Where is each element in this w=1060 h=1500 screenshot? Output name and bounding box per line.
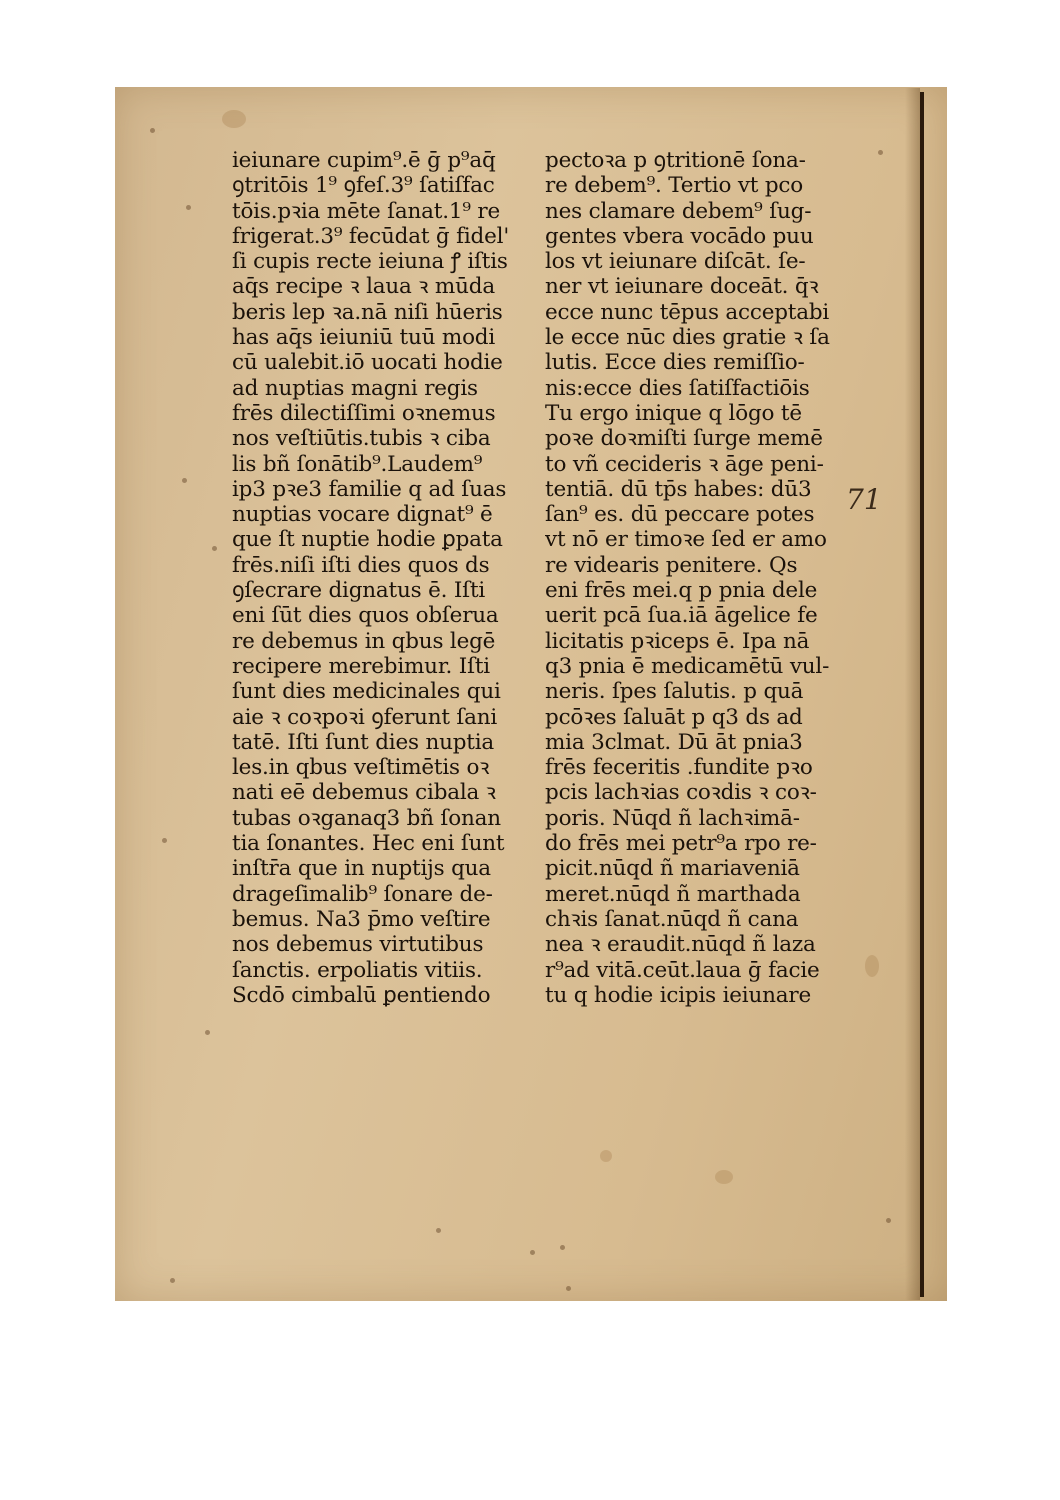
text-line: ſanctis. erpoliatis vitiis. [232, 957, 483, 983]
text-line: recipere merebimur. Iſti [232, 653, 490, 679]
foxing-dot [150, 128, 155, 133]
text-line: q3 pnia ē medicamētū vul- [545, 653, 830, 679]
text-line: inſtr̄a que in nuptijs qua [232, 856, 491, 882]
text-line: poꝛe doꝛmiſti ſurge memē [545, 426, 823, 452]
text-line: tōis.pꝛia mēte ſanat.1⁹ re [232, 198, 500, 224]
text-line: los vt ieiunare diſcāt. ſe- [545, 249, 806, 275]
text-line: pcis lachꝛias coꝛdis ꝛ coꝛ- [545, 780, 817, 806]
text-line: re videaris penitere. Qs [545, 552, 798, 578]
text-line: licitatis pꝛiceps ē. Ipa nā [545, 628, 810, 654]
foxing-dot [560, 1245, 565, 1250]
text-line: frēs.niſi iſti dies quos ds [232, 552, 490, 578]
foxing-dot [170, 1278, 175, 1283]
text-line: ip3 pꝛe3 familie q ad ſuas [232, 476, 507, 502]
text-line: ecce nunc tēpus acceptabi [545, 299, 830, 325]
text-line: re debemus in qbus legē [232, 628, 496, 654]
text-line: nati eē debemus cibala ꝛ [232, 780, 496, 806]
stain-spot [600, 1150, 612, 1162]
text-line: do frēs mei petr⁹a rpo re- [545, 831, 817, 857]
text-line: tatē. Iſti ſunt dies nuptia [232, 729, 495, 755]
foxing-dot [186, 205, 191, 210]
foxing-dot [212, 546, 217, 551]
text-line: re debem⁹. Tertio vt pco [545, 173, 804, 199]
foxing-dot [162, 838, 167, 843]
text-line: frigerat.3⁹ fecūdat ḡ fidel' [232, 223, 510, 249]
text-line: nes clamare debem⁹ ſug- [545, 198, 812, 224]
foxing-dot [205, 1030, 210, 1035]
text-line: mia 3clmat. Dū āt pnia3 [545, 729, 803, 755]
text-line: aq̄s recipe ꝛ laua ꝛ mūda [232, 274, 495, 300]
text-line: le ecce nūc dies gratie ꝛ ſa [545, 325, 830, 351]
text-line: ꝯtritōis 1⁹ ꝯfeſ.3⁹ ſatiſfac [232, 173, 495, 199]
text-line: uerit pcā ſua.iā āgelice fe [545, 603, 818, 629]
text-line: gentes vbera vocādo puu [545, 223, 814, 249]
foxing-dot [566, 1286, 571, 1291]
text-line: cū ualebit.iō uocati hodie [232, 350, 503, 376]
text-line: pectoꝛa p ꝯtritionē ſona- [545, 148, 806, 173]
text-line: Scdō cimbalū ꝑentiendo [232, 982, 491, 1008]
text-line: neris. ſpes ſalutis. p quā [545, 679, 804, 705]
text-line: tia ſonantes. Hec eni ſunt [232, 831, 505, 857]
text-line: nos veſtiūtis.tubis ꝛ ciba [232, 426, 491, 452]
text-line: eni ſūt dies quos obſerua [232, 603, 499, 629]
foxing-dot [182, 478, 187, 483]
text-line: tentiā. dū tp̄s habes: dū3 [545, 476, 812, 502]
text-line: chꝛis ſanat.nūqd ñ cana [545, 906, 799, 932]
text-line: Tu ergo inique q lōgo tē [545, 400, 802, 426]
text-line: nos debemus virtutibus [232, 932, 484, 958]
foxing-dot [530, 1250, 535, 1255]
text-line: nis:ecce dies ſatiſfactiōis [545, 375, 810, 401]
text-line: ſan⁹ es. dū peccare potes [545, 502, 815, 528]
text-line: tu q hodie icipis ieiunare [545, 982, 811, 1008]
text-line: tubas oꝛganaq3 bñ ſonan [232, 805, 501, 831]
text-line: meret.nūqd ñ marthada [545, 881, 801, 907]
text-line: pcōꝛes ſaluāt p q3 ds ad [545, 704, 803, 730]
text-line: ſi cupis recte ieiuna ꝭ iſtis [232, 249, 508, 275]
foxing-dot [886, 1218, 891, 1223]
stain-spot [865, 955, 879, 977]
text-line: lis bñ ſonātib⁹.Laudem⁹ [232, 451, 483, 477]
text-line: drageſimalib⁹ ſonare de- [232, 881, 493, 907]
text-line: que ſt nuptie hodie ꝑpata [232, 527, 503, 553]
text-line: r⁹ad vitā.ceūt.laua ḡ facie [545, 957, 820, 983]
binding-shadow [905, 88, 920, 1300]
text-line: ꝯſecrare dignatus ē. Iſti [232, 578, 486, 604]
text-line: has aq̄s ieiuniū tuū modi [232, 325, 496, 351]
stain-spot [715, 1170, 733, 1184]
text-line: frēs dilectiſſimi oꝛnemus [232, 400, 496, 426]
text-line: ſunt dies medicinales qui [232, 679, 501, 705]
text-line: nuptias vocare dignat⁹ ē [232, 502, 493, 528]
text-line: poris. Nūqd ñ lachꝛimā- [545, 805, 800, 831]
text-line: beris lep ꝛa.nā niſi hūeris [232, 299, 503, 325]
text-line: bemus. Na3 p̄mo veſtire [232, 906, 491, 932]
text-line: les.in qbus veſtimētis oꝛ [232, 755, 490, 781]
stain-spot [222, 110, 246, 128]
left-text-column [232, 148, 532, 1008]
text-line: picit.nūqd ñ mariaveniā [545, 856, 800, 882]
text-line: frēs feceritis .fundite pꝛo [545, 755, 813, 781]
text-line: aie ꝛ coꝛpoꝛi ꝯferunt ſani [232, 704, 498, 730]
margin-note: 71 [846, 483, 882, 516]
page-binding-edge [920, 92, 924, 1297]
text-line: lutis. Ecce dies remiſſio- [545, 350, 805, 376]
text-line: eni frēs mei.q p pnia dele [545, 578, 818, 604]
foxing-dot [436, 1228, 441, 1233]
right-text-column [545, 148, 845, 1008]
text-line: to vñ cecideris ꝛ āge peni- [545, 451, 824, 477]
text-line: ieiunare cupim⁹.ē ḡ p⁹aq̄ [232, 148, 496, 173]
foxing-dot [878, 150, 883, 155]
text-line: nea ꝛ eraudit.nūqd ñ laza [545, 932, 816, 958]
text-line: ner vt ieiunare doceāt. q̄ꝛ [545, 274, 819, 300]
text-line: ad nuptias magni regis [232, 375, 478, 401]
text-line: vt nō er timoꝛe ſed er amo [545, 527, 827, 553]
